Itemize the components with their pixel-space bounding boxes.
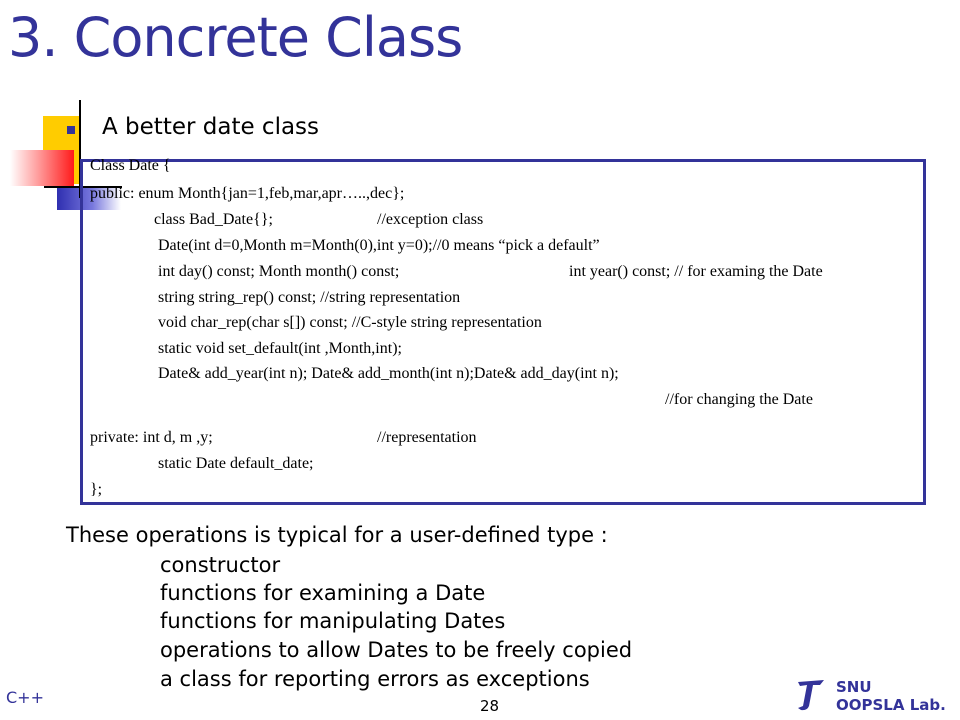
code-line: public: enum Month{jan=1,feb,mar,apr…..,dec}; <box>90 185 405 202</box>
page-number: 28 <box>480 697 500 715</box>
code-line: private: int d, m ,y; <box>90 429 213 446</box>
accent-red-gradient <box>10 150 74 186</box>
summary-item: constructor <box>160 553 281 577</box>
code-line: //exception class <box>377 211 484 228</box>
code-line: int day() const; Month month() const; <box>158 263 400 280</box>
footer-course: C++ <box>6 688 44 707</box>
code-line: int year() const; // for examing the Date <box>569 263 823 280</box>
code-line: //representation <box>377 429 477 446</box>
code-line: static Date default_date; <box>158 455 314 472</box>
code-line: static void set_default(int ,Month,int); <box>158 340 402 357</box>
code-line: Date& add_year(int n); Date& add_month(int n);Date& add_day(int n); <box>158 365 619 382</box>
code-line: void char_rep(char s[]) const; //C-style string representation <box>158 314 542 331</box>
square-bullet-icon <box>67 126 75 134</box>
lab-line-1: SNU <box>836 678 872 696</box>
summary-item: a class for reporting errors as exceptions <box>160 667 590 691</box>
lab-name <box>836 678 946 714</box>
code-line: Class Date { <box>90 157 171 174</box>
lab-line-2: OOPSLA Lab. <box>836 696 946 714</box>
code-line: //for changing the Date <box>665 391 813 408</box>
slide-title: 3. Concrete Class <box>8 6 463 69</box>
code-line: Date(int d=0,Month m=Month(0),int y=0);//0 means “pick a default” <box>158 237 600 254</box>
summary-item: operations to allow Dates to be freely copied <box>160 638 633 662</box>
bullet-heading: A better date class <box>102 114 320 140</box>
summary-intro: These operations is typical for a user-defined type : <box>66 523 608 547</box>
summary-item: functions for examining a Date <box>160 581 486 605</box>
summary-item: functions for manipulating Dates <box>160 609 506 633</box>
code-line: string string_rep() const; //string representation <box>158 289 461 306</box>
code-line: class Bad_Date{}; <box>154 211 273 228</box>
snu-logo-icon <box>796 678 826 712</box>
code-line: }; <box>90 481 103 498</box>
